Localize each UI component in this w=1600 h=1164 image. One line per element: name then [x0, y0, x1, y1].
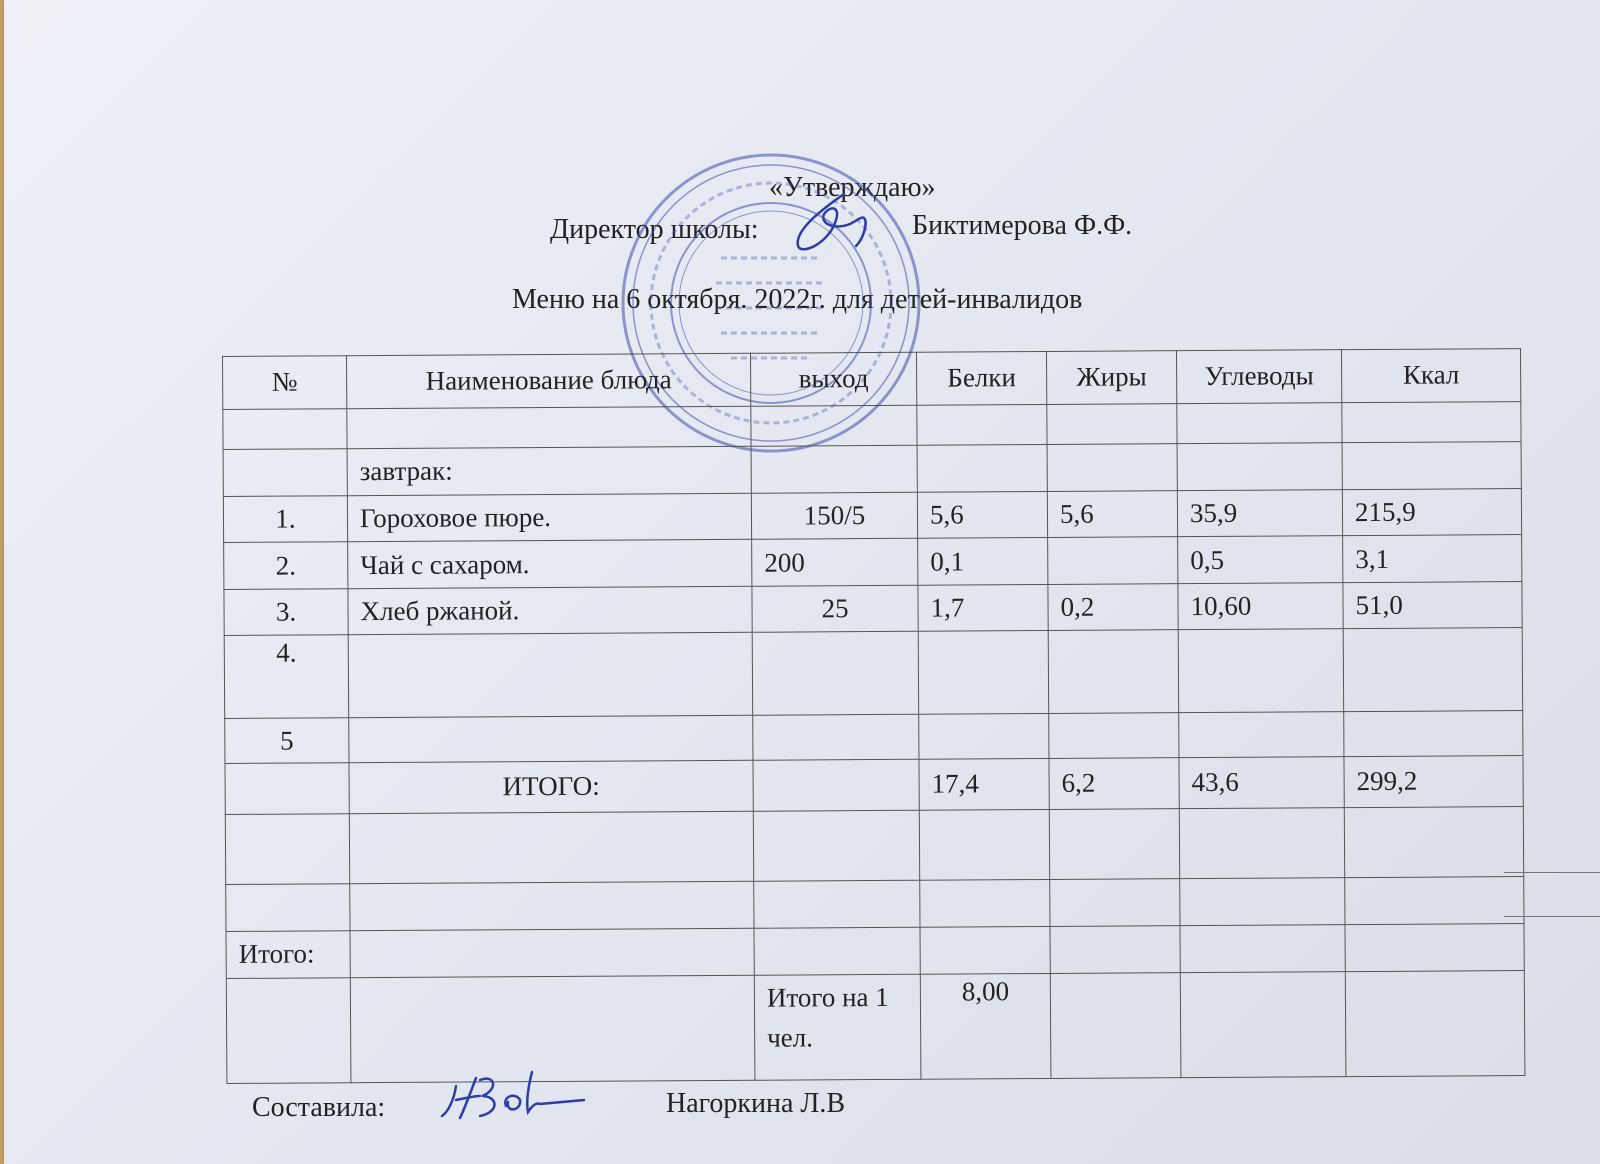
table-header-row [223, 349, 1521, 410]
total-carbs: 43,6 [1179, 757, 1344, 809]
col-header-output: выход [750, 352, 916, 406]
compiled-by-label: Составила: [252, 1092, 386, 1123]
dish-output [752, 632, 919, 716]
dish-name: Гороховое пюре. [347, 493, 751, 542]
dish-protein: 5,6 [917, 491, 1047, 538]
dish-name: Чай с сахаром. [348, 540, 752, 589]
document-page [4, 0, 1600, 1164]
table-row-empty [225, 806, 1523, 885]
table-row-per-person [226, 970, 1525, 1083]
dish-protein: 1,7 [918, 584, 1048, 631]
menu-table [222, 348, 1525, 1084]
dish-kcal [1344, 711, 1523, 757]
compiler-signature [436, 1066, 586, 1126]
dish-kcal: 51,0 [1343, 581, 1522, 629]
dish-kcal [1343, 628, 1523, 712]
table-row-grand-total [226, 924, 1524, 978]
dish-fat: 5,6 [1047, 490, 1177, 537]
row-number: 4. [224, 635, 349, 719]
row-number: 3. [224, 589, 348, 636]
col-header-kcal: Ккал [1341, 349, 1520, 403]
compiler-name: Нагоркина Л.В [666, 1088, 846, 1119]
col-header-carbs: Углеводы [1176, 350, 1341, 404]
dish-fat [1049, 713, 1179, 758]
dish-carbs: 35,9 [1177, 489, 1342, 537]
director-label: Директор школы: [550, 214, 759, 245]
row-number: 5 [225, 718, 349, 763]
col-header-dish: Наименование блюда [347, 353, 751, 408]
total-kcal: 299,2 [1344, 756, 1523, 808]
dish-kcal: 215,9 [1342, 488, 1521, 536]
total-label: ИТОГО: [349, 760, 753, 813]
dish-protein [918, 631, 1049, 715]
dish-protein: 0,1 [918, 538, 1048, 585]
per-person-value: 8,00 [920, 973, 1051, 1079]
dish-output [753, 715, 919, 761]
dish-carbs: 0,5 [1178, 536, 1343, 584]
dish-protein [919, 714, 1049, 759]
col-header-protein: Белки [916, 351, 1046, 404]
dish-output: 150/5 [751, 492, 917, 540]
table-row [224, 628, 1522, 719]
table-row-section [223, 442, 1521, 496]
table-row-empty [226, 877, 1524, 931]
stray-line [1504, 872, 1600, 873]
table-row [225, 711, 1523, 763]
table-row [224, 581, 1522, 635]
col-header-fat: Жиры [1046, 351, 1176, 404]
stray-line [1504, 916, 1600, 917]
dish-name: Хлеб ржаной. [348, 586, 752, 635]
menu-title: Меню на 6 октября. 2022г. для детей-инвалидов [512, 284, 1083, 315]
table-row [224, 535, 1522, 589]
dish-fat: 0,2 [1048, 583, 1178, 630]
dish-carbs [1178, 629, 1344, 713]
table-row-total [225, 756, 1523, 815]
dish-name [349, 716, 753, 763]
dish-kcal: 3,1 [1343, 535, 1522, 583]
dish-fat [1048, 537, 1178, 584]
col-header-number: № [223, 356, 347, 409]
total-fat: 6,2 [1049, 758, 1179, 809]
approval-heading: «Утверждаю» [769, 172, 936, 203]
total-protein: 17,4 [919, 758, 1049, 809]
dish-name [348, 633, 752, 718]
per-person-label: Итого на 1 чел. [754, 974, 921, 1080]
dish-output: 200 [752, 539, 918, 587]
grand-total-label: Итого: [226, 931, 350, 978]
table-row [223, 488, 1521, 542]
dish-fat [1048, 630, 1179, 714]
director-signature [784, 190, 894, 260]
section-breakfast-label: завтрак: [347, 446, 751, 495]
dish-carbs [1179, 712, 1344, 758]
row-number: 2. [224, 542, 348, 589]
dish-output: 25 [752, 585, 918, 633]
director-name: Биктимерова Ф.Ф. [912, 210, 1133, 241]
row-number: 1. [223, 495, 347, 542]
dish-carbs: 10,60 [1178, 582, 1343, 630]
